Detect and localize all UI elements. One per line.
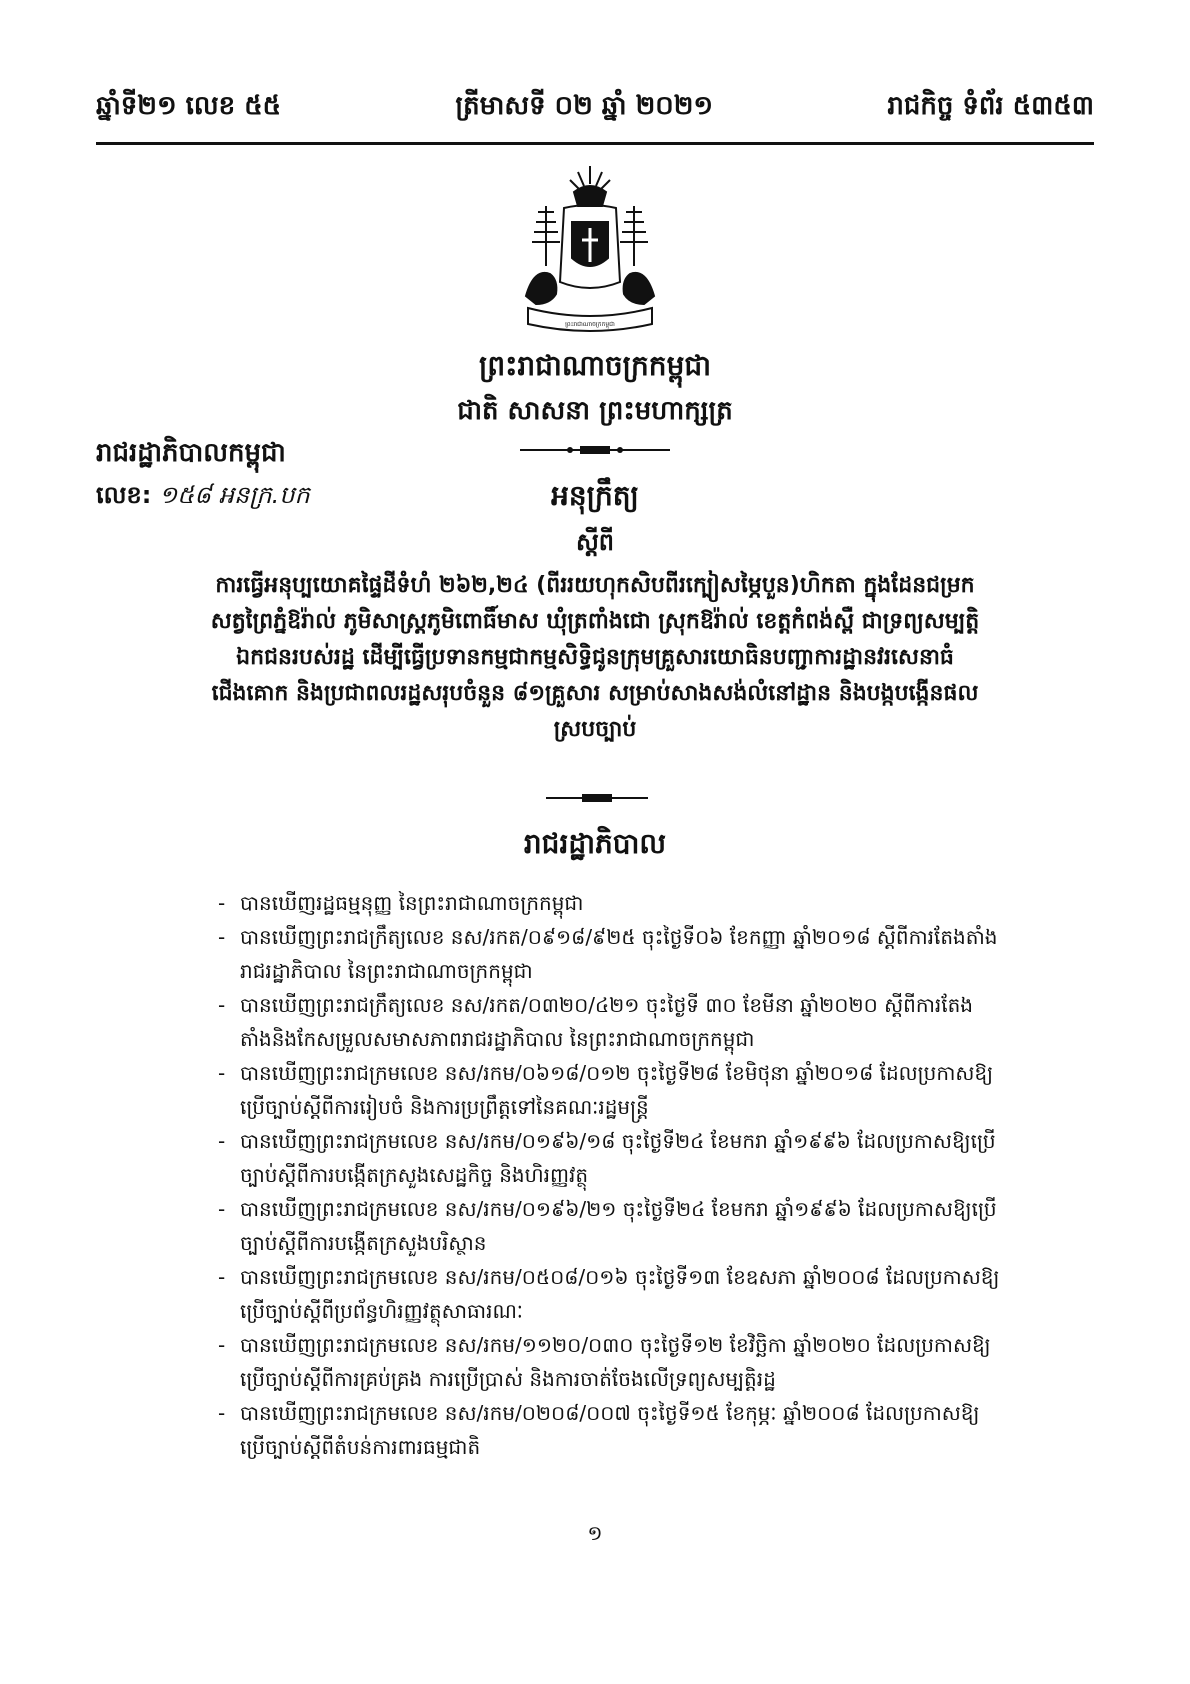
recital-bullet: - — [218, 1197, 226, 1221]
recital-item — [218, 1328, 1000, 1396]
recital-item — [218, 1192, 1000, 1260]
gazette-page: រាជកិច្ច ទំព័រ ៥៣៥៣ — [887, 91, 1094, 121]
recital-text: បានឃើញព្រះរាជក្រមលេខ នស/រកម/០១៩៦/២១ ចុះថ្ងៃទី២៤ ខែមករា ឆ្នាំ១៩៩៦ ដែលប្រកាសឱ្យប្រើច្បាប់ស្តីពីការបង្កើតក្រសួងបរិស្ថាន — [240, 1197, 997, 1255]
recital-text: បានឃើញព្រះរាជក្រមលេខ នស/រកម/០៥០៨/០១៦ ចុះថ្ងៃទី១៣ ខែឧសភា ឆ្នាំ២០០៨ ដែលប្រកាសឱ្យប្រើច្បាប់ស្តីពីប្រព័ន្ធហិរញ្ញវត្ថុសាធារណៈ — [240, 1265, 1000, 1323]
header-divider — [96, 142, 1094, 145]
royal-coat-of-arms-emblem — [520, 162, 660, 337]
title-line: ស្របច្បាប់ — [553, 717, 637, 742]
gazette-header — [96, 88, 1094, 128]
national-motto: ជាតិ សាសនា ព្រះមហាក្សត្រ — [457, 396, 733, 426]
recital-item — [218, 1056, 1000, 1124]
recital-bullet: - — [218, 925, 226, 949]
document-title — [168, 568, 1022, 748]
title-line: ជើងគោក និងប្រជាពលរដ្ឋសរុបចំនួន ៨១គ្រួសារ សម្រាប់សាងសង់លំនៅដ្ឋាន និងបង្កបង្កើនផល — [211, 681, 979, 706]
recital-text: បានឃើញព្រះរាជក្រឹត្យលេខ នស/រកត/០៣២០/៤២១ ចុះថ្ងៃទី ៣០ ខែមីនា ឆ្នាំ២០២០ ស្តីពីការតែងតាំងនិងកែសម្រួលសមាសភាពរាជរដ្ឋាភិបាល នៃព្រះរាជាណាចក្រកម្ពុជា — [240, 993, 973, 1051]
gazette-quarter: ត្រីមាសទី ០២ ឆ្នាំ ២០២១ — [455, 91, 714, 121]
on-label: ស្តីពី — [575, 528, 615, 556]
document-type: អនុក្រឹត្យ — [551, 479, 639, 512]
recital-text: បានឃើញព្រះរាជក្រឹត្យលេខ នស/រកត/០៩១៨/៩២៥ ចុះថ្ងៃទី០៦ ខែកញ្ញា ឆ្នាំ២០១៨ ស្តីពីការតែងតាំងរាជរដ្ឋាភិបាល នៃព្រះរាជាណាចក្រកម្ពុជា — [240, 925, 998, 983]
reference-value: ១៥៨ អនក្រ.បក — [158, 481, 310, 509]
recital-text: បានឃើញរដ្ឋធម្មនុញ្ញ នៃព្រះរាជាណាចក្រកម្ពុជា — [240, 891, 584, 915]
recital-bullet: - — [218, 1401, 226, 1425]
recital-item — [218, 1396, 1000, 1464]
recital-bullet: - — [218, 1265, 226, 1289]
gazette-year-issue: ឆ្នាំទី២១ លេខ ៥៥ — [96, 91, 282, 121]
recital-bullet: - — [218, 1129, 226, 1153]
recital-text: បានឃើញព្រះរាជក្រមលេខ នស/រកម/១១២០/០៣០ ចុះថ្ងៃទី១២ ខែវិច្ឆិកា ឆ្នាំ២០២០ ដែលប្រកាសឱ្យប្រើច្បាប់ស្តីពីការគ្រប់គ្រង ការប្រើប្រាស់ និងការចាត់ចែងលើទ្រព្យសម្បត្តិរដ្ឋ — [240, 1333, 991, 1391]
ribbon-text: ព្រះរាជាណាចក្រកម្ពុជា — [565, 321, 615, 328]
recital-bullet: - — [218, 1061, 226, 1085]
title-line: សត្វព្រៃភ្នំឱរ៉ាល់ ភូមិសាស្ត្រភូមិពោធិ៍មាស ឃុំត្រពាំងជោ ស្រុកឱរ៉ាល់ ខេត្តកំពង់ស្ពឺ ជាទ្រព្យសម្បត្តិ — [210, 609, 980, 634]
recital-text: បានឃើញព្រះរាជក្រមលេខ នស/រកម/០១៩៦/១៨ ចុះថ្ងៃទី២៤ ខែមករា ឆ្នាំ១៩៩៦ ដែលប្រកាសឱ្យប្រើច្បាប់ស្តីពីការបង្កើតក្រសួងសេដ្ឋកិច្ច និងហិរញ្ញវត្ថុ — [240, 1129, 996, 1187]
recital-bullet: - — [218, 993, 226, 1017]
recital-bullet: - — [218, 1333, 226, 1357]
recital-text: បានឃើញព្រះរាជក្រមលេខ នស/រកម/០២០៨/០០៧ ចុះថ្ងៃទី១៥ ខែកុម្ភៈ ឆ្នាំ២០០៨ ដែលប្រកាសឱ្យប្រើច្បាប់ស្តីពីតំបន់ការពារធម្មជាតិ — [240, 1401, 980, 1459]
reference-label: លេខ: — [96, 481, 152, 509]
recital-item — [218, 1260, 1000, 1328]
ornamental-divider — [546, 792, 648, 804]
kingdom-name: ព្រះរាជាណាចក្រកម្ពុជា — [478, 349, 711, 382]
recitals-list — [218, 886, 1000, 1464]
ornamental-divider — [520, 444, 670, 456]
recital-item — [218, 1124, 1000, 1192]
recital-item — [218, 988, 1000, 1056]
issuing-authority: រាជរដ្ឋាភិបាលកម្ពុជា — [96, 438, 286, 468]
recital-item — [218, 886, 1000, 920]
recital-text: បានឃើញព្រះរាជក្រមលេខ នស/រកម/០៦១៨/០១២ ចុះថ្ងៃទី២៨ ខែមិថុនា ឆ្នាំ២០១៨ ដែលប្រកាសឱ្យប្រើច្បាប់ស្តីពីការរៀបចំ និងការប្រព្រឹត្តទៅនៃគណៈរដ្ឋមន្ត្រី — [240, 1061, 994, 1119]
title-line: ឯកជនរបស់រដ្ឋ ដើម្បីធ្វើប្រទានកម្មជាកម្មសិទ្ធិជូនក្រុមគ្រួសារយោធិនបញ្ជាការដ្ឋានវរសេនាធំ — [236, 645, 954, 670]
government-heading: រាជរដ្ឋាភិបាល — [523, 827, 667, 860]
recital-item — [218, 920, 1000, 988]
reference-number — [96, 480, 310, 515]
page-number: ១ — [587, 1521, 603, 1545]
title-line: ការធ្វើអនុប្បយោគផ្ទៃដីទំហំ ២៦២,២៤ (ពីររយហុកសិបពីរក្បៀសម្ភៃបួន)ហិកតា ក្នុងដែនជម្រក — [215, 573, 975, 598]
recital-bullet: - — [218, 891, 226, 915]
